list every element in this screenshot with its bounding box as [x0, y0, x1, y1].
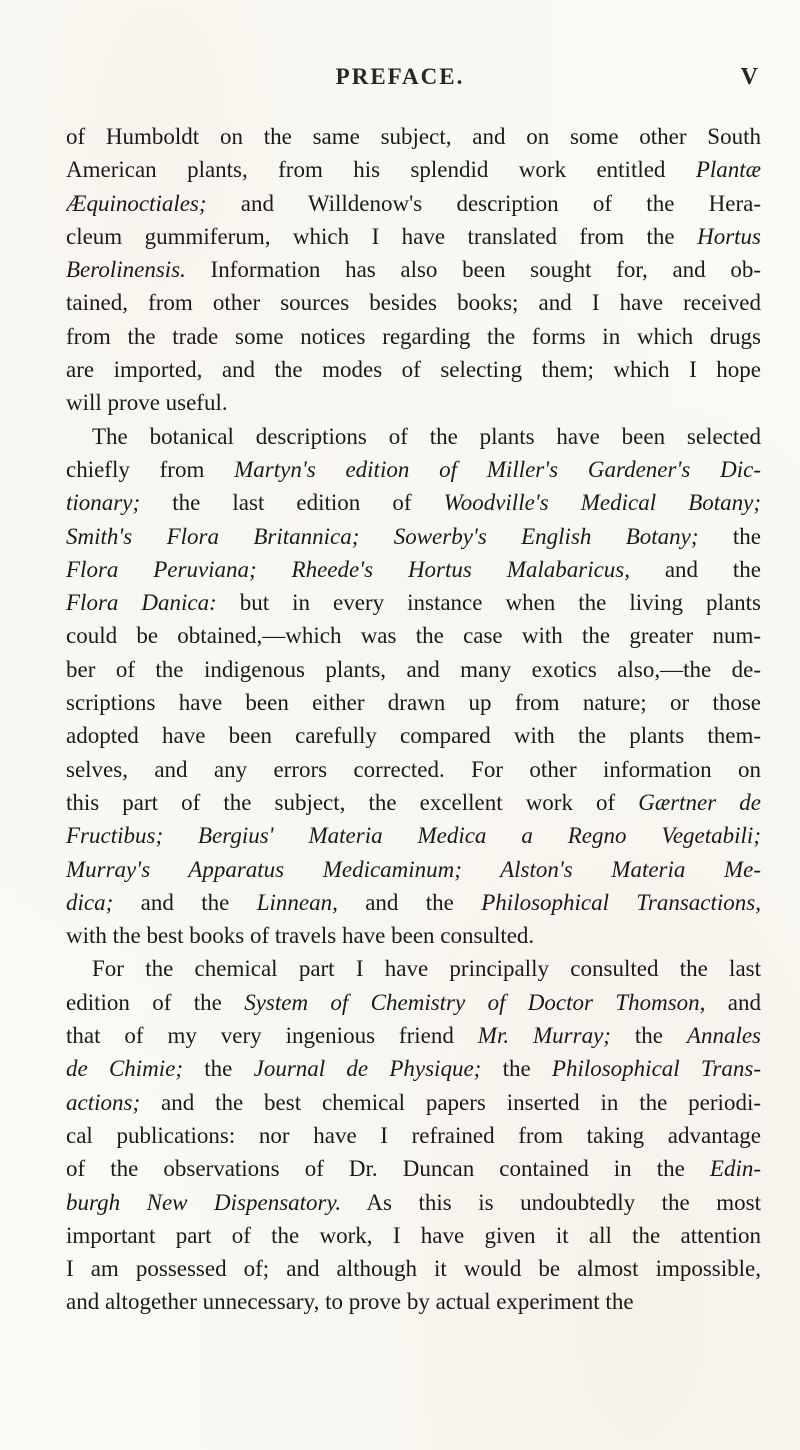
italic-text: Smith's Flora Britannica; Sowerby's English Botany; [66, 523, 699, 549]
text-line [66, 187, 761, 220]
text-segment: the [183, 1056, 254, 1082]
text-segment: are imported, and the modes of selecting them; which I hope [66, 357, 761, 383]
text-segment: and altogether unnecessary, to prove by actual experiment the [66, 1289, 634, 1315]
italic-text: burgh New Dispensatory. [66, 1189, 342, 1215]
text-segment: and the [337, 889, 482, 915]
text-segment: the [698, 523, 761, 549]
text-line [66, 753, 761, 786]
text-line [66, 1186, 761, 1219]
text-line [66, 1252, 761, 1285]
italic-text: Woodville's Medical Botany; [443, 490, 761, 516]
text-line [66, 420, 761, 453]
text-segment: that of my very ingenious friend [66, 1023, 478, 1049]
text-segment: cal publications: nor have I refrained from taking advantage [66, 1122, 761, 1148]
italic-text: Flora Peruviana; Rheede's Hortus Malabaricus, [66, 556, 630, 582]
text-segment: cleum gummiferum, which I have translated from the [66, 223, 698, 249]
text-segment: this part of the subject, the excellent work of [66, 789, 639, 815]
text-segment: scriptions have been either drawn up from nature; or those [66, 690, 761, 716]
text-segment: and the [113, 889, 257, 915]
text-line [66, 1152, 761, 1185]
italic-text: de Chimie; [66, 1056, 184, 1082]
body-text [66, 120, 761, 1319]
text-segment: American plants, from his splendid work entitled [66, 157, 696, 183]
italic-text: Philosophical Trans- [551, 1056, 761, 1082]
text-line [66, 819, 761, 852]
text-segment: As this is undoubtedly the most [341, 1189, 761, 1215]
text-segment: edition of the [66, 989, 245, 1015]
text-segment: could be obtained,—which was the case with the greater num- [66, 623, 761, 649]
italic-text: Gærtner de [638, 789, 761, 815]
italic-text: Plantæ [695, 157, 761, 183]
text-line [66, 253, 761, 286]
italic-text: Murray's Apparatus Medicaminum; Alston's Materia Me- [66, 856, 761, 882]
text-segment: with the best books of travels have been consulted. [66, 923, 535, 949]
text-line [66, 786, 761, 819]
text-segment: tained, from other sources besides books; and I have received [66, 290, 761, 316]
text-segment: the last edition of [140, 490, 444, 516]
text-line [66, 453, 761, 486]
text-line [66, 1119, 761, 1152]
italic-text: Journal de Physique; [253, 1056, 482, 1082]
text-segment: of Humboldt on the same subject, and on some other South [66, 124, 761, 149]
text-line [66, 520, 761, 553]
italic-text: dica; [66, 889, 114, 915]
italic-text: Annales [686, 1023, 761, 1049]
text-segment: the [610, 1023, 687, 1049]
text-segment: from the trade some notices regarding the forms in which drugs [66, 323, 761, 349]
text-segment: I am possessed of; and although it would be almost impossible, [66, 1256, 761, 1282]
italic-text: Edin- [709, 1156, 761, 1182]
running-title: PREFACE. [335, 64, 465, 89]
text-line [66, 952, 761, 985]
text-line [66, 853, 761, 886]
text-line [66, 719, 761, 752]
text-segment: will prove useful. [66, 390, 228, 416]
text-segment: important part of the work, I have given it all the attention [66, 1222, 761, 1248]
text-segment: and the [630, 556, 761, 582]
italic-text: Mr. Murray; [477, 1023, 611, 1049]
text-line [66, 153, 761, 186]
text-line [66, 353, 761, 386]
text-line [66, 586, 761, 619]
text-line [66, 919, 761, 952]
text-line [66, 886, 761, 919]
text-line [66, 553, 761, 586]
text-line [66, 1285, 761, 1318]
text-segment: For the chemical part I have principally consulted the last [92, 956, 761, 982]
text-line [66, 686, 761, 719]
text-line [66, 619, 761, 652]
text-line [66, 653, 761, 686]
text-line [66, 1019, 761, 1052]
italic-text: System of Chemistry of Doctor Thomson, [244, 989, 706, 1015]
text-line [66, 320, 761, 353]
text-segment: the [481, 1056, 552, 1082]
italic-text: tionary; [66, 490, 141, 516]
text-line [66, 986, 761, 1019]
text-segment: and Willdenow's description of the Hera- [206, 190, 761, 216]
text-segment: but in every instance when the living plants [216, 590, 761, 616]
text-line [66, 1052, 761, 1085]
italic-text: Philosophical Transactions, [481, 889, 761, 915]
text-segment: and [705, 989, 761, 1015]
italic-text: Hortus [697, 223, 761, 249]
italic-text: Flora Danica: [66, 590, 217, 616]
text-segment: adopted have been carefully compared with the plants them- [66, 723, 761, 749]
text-segment: Information has also been sought for, and ob- [185, 257, 761, 283]
running-head [0, 62, 800, 96]
text-segment: of the observations of Dr. Duncan contained in the [66, 1156, 710, 1182]
text-line [66, 486, 761, 519]
text-segment: and the best chemical papers inserted in the periodi- [140, 1089, 761, 1115]
text-segment: chiefly from [66, 456, 235, 482]
text-line [66, 220, 761, 253]
italic-text: Linnean, [256, 889, 338, 915]
text-line [66, 1086, 761, 1119]
italic-text: Berolinensis. [66, 257, 186, 283]
italic-text: Æquinoctiales; [66, 190, 207, 216]
text-segment: The botanical descriptions of the plants have been selected [92, 423, 761, 449]
text-line [66, 120, 761, 153]
text-segment: selves, and any errors corrected. For other information on [66, 756, 761, 782]
italic-text: actions; [66, 1089, 141, 1115]
text-line [66, 386, 761, 419]
text-line [66, 286, 761, 319]
italic-text: Fructibus; Bergius' Materia Medica a Regno Vegetabili; [66, 823, 761, 849]
italic-text: Martyn's edition of Miller's Gardener's Dic- [234, 456, 761, 482]
page-number: V [740, 64, 758, 90]
text-line [66, 1219, 761, 1252]
text-segment: ber of the indigenous plants, and many exotics also,—the de- [66, 656, 761, 682]
